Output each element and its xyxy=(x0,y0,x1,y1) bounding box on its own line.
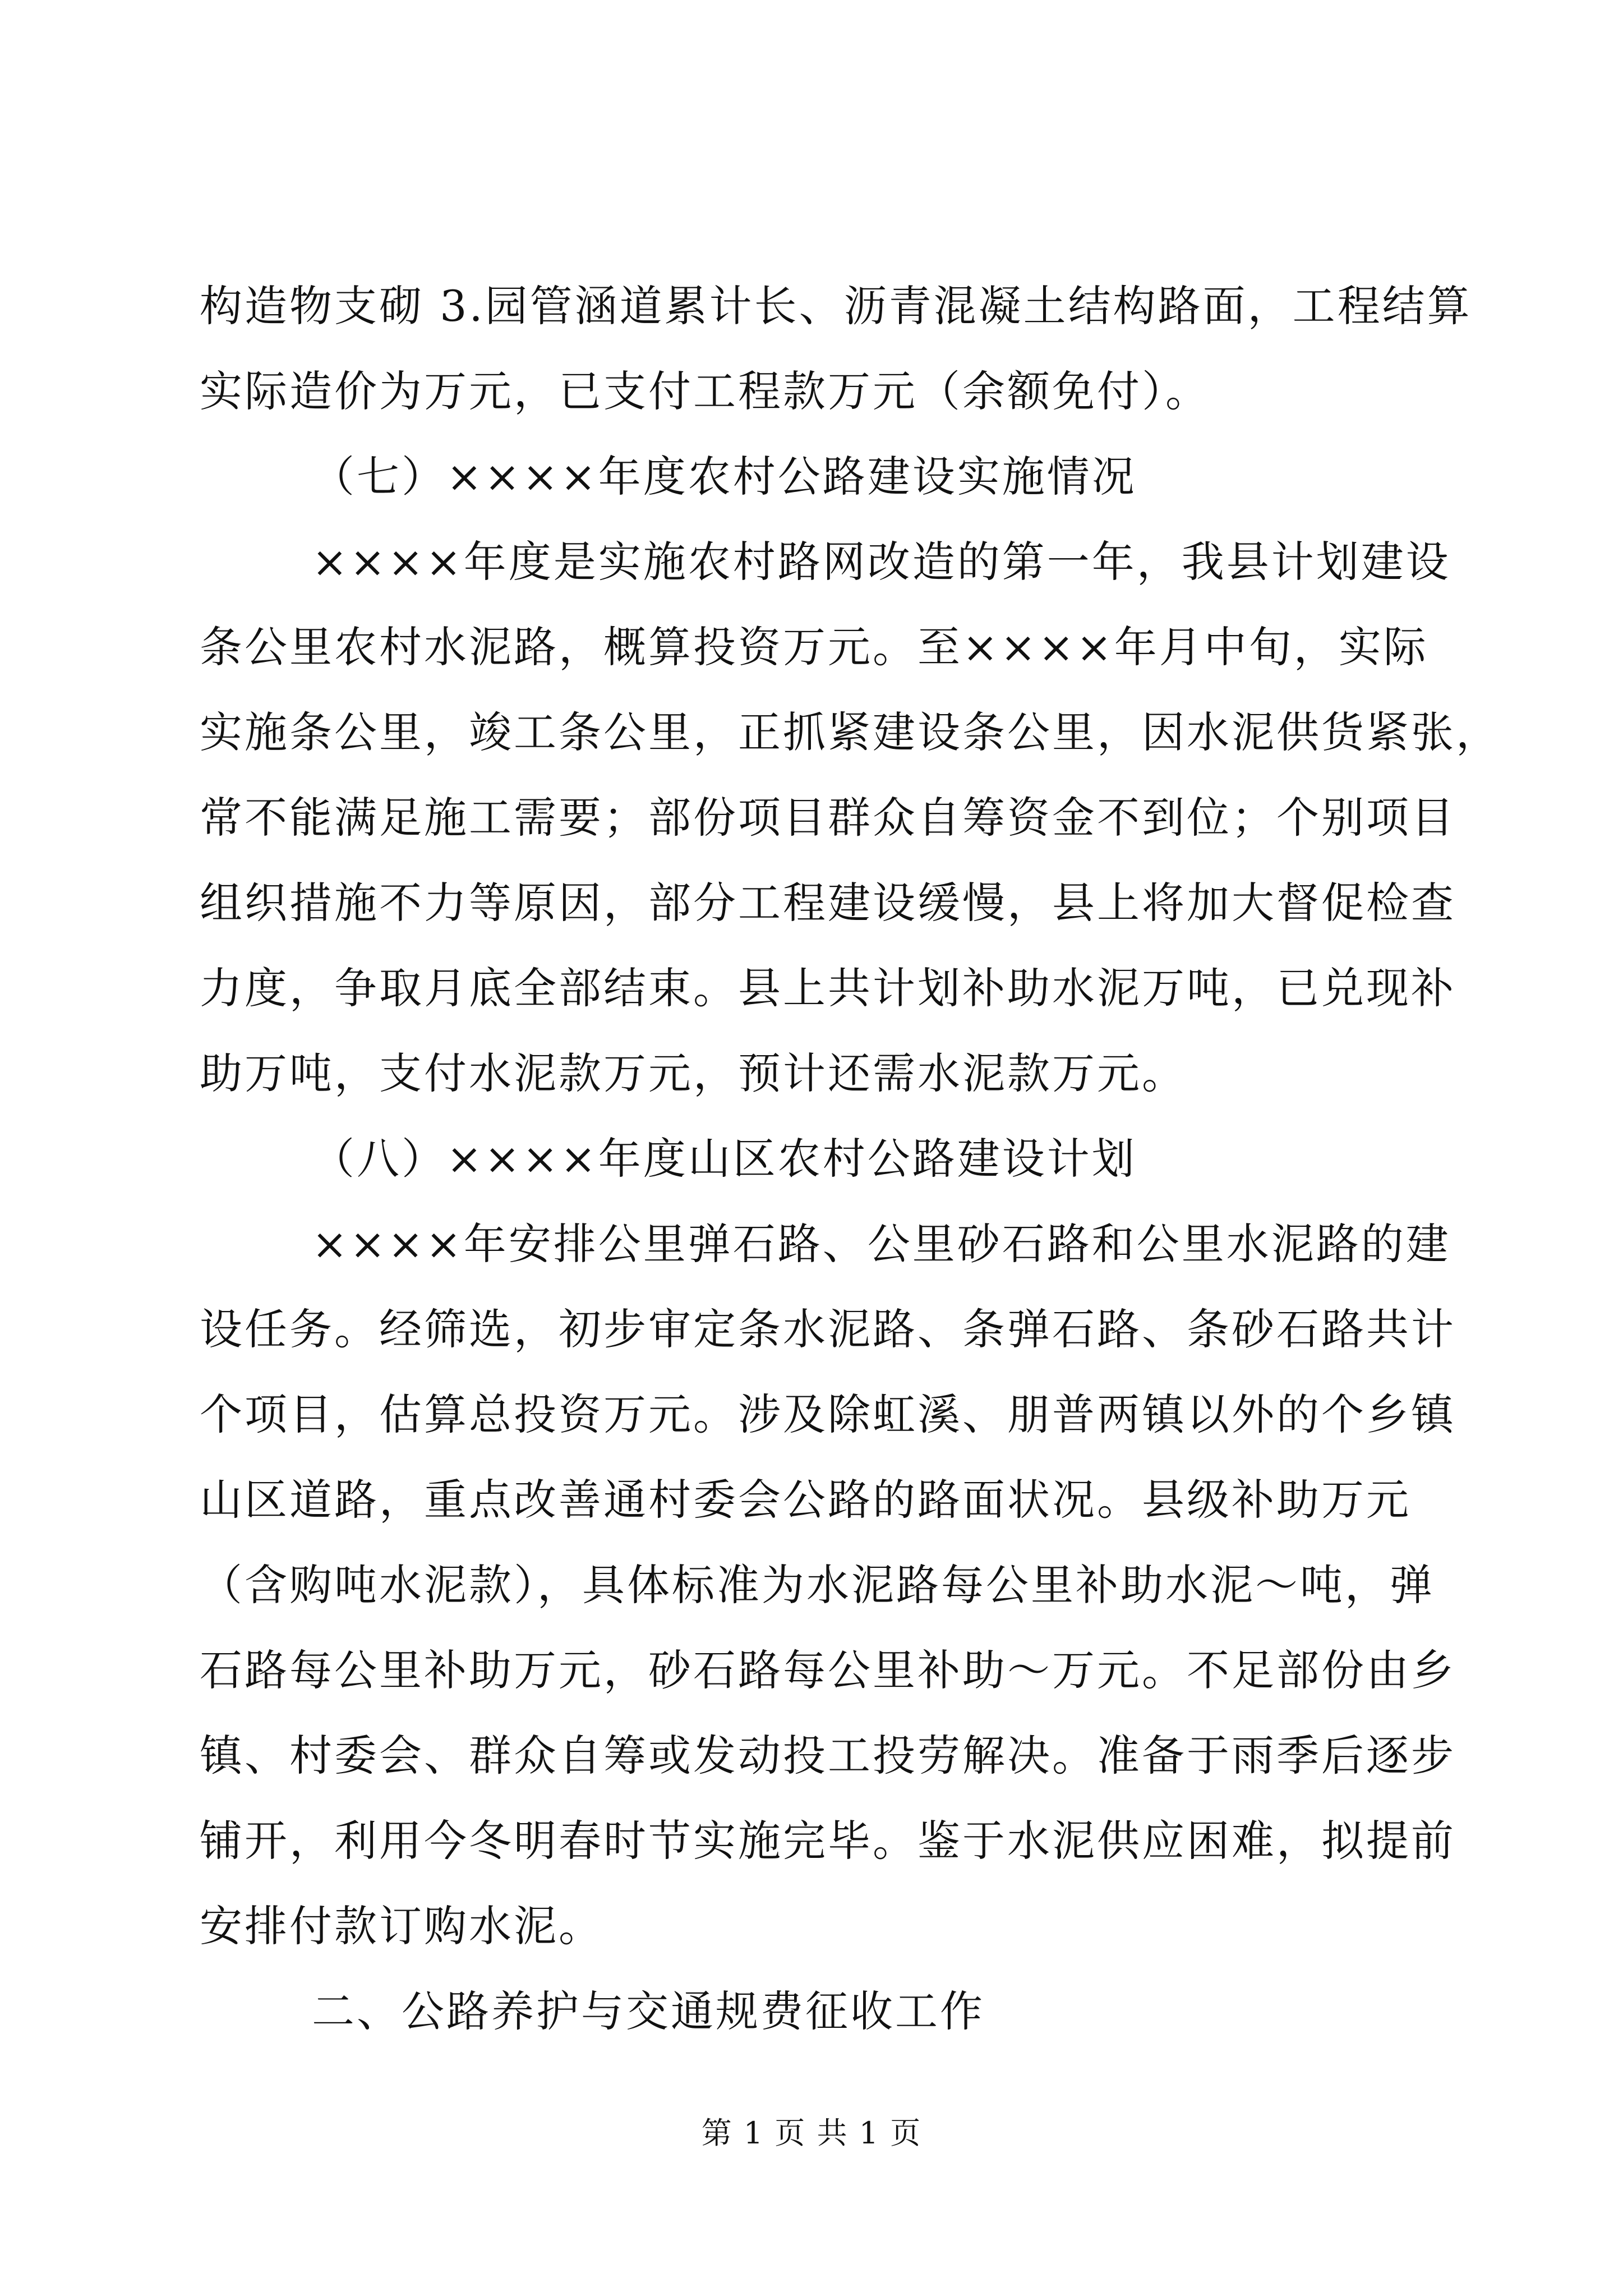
body-line: 石路每公里补助万元，砂石路每公里补助～万元。不足部份由乡 xyxy=(200,1645,1456,1695)
body-line: 助万吨，支付水泥款万元，预计还需水泥款万元。 xyxy=(200,1048,1187,1098)
body-line: 条公里农村水泥路，概算投资万元。至××××年月中旬，实际 xyxy=(200,622,1428,672)
body-line: 安排付款订购水泥。 xyxy=(200,1901,603,1951)
body-line: 个项目，估算总投资万元。涉及除虹溪、朋普两镇以外的个乡镇 xyxy=(200,1389,1456,1439)
document-body xyxy=(200,264,1501,2054)
section-heading-7: （七）××××年度农村公路建设实施情况 xyxy=(312,452,1137,501)
body-line: ××××年安排公里弹石路、公里砂石路和公里水泥路的建 xyxy=(312,1219,1451,1269)
body-line: 设任务。经筛选，初步审定条水泥路、条弹石路、条砂石路共计 xyxy=(200,1304,1456,1354)
section-heading-8: （八）××××年度山区农村公路建设计划 xyxy=(312,1134,1137,1184)
body-line: 组织措施不力等原因，部分工程建设缓慢，县上将加大督促检查 xyxy=(200,878,1456,928)
section-heading-2: 二、公路养护与交通规费征收工作 xyxy=(312,1986,985,2036)
page-footer: 第 1 页 共 1 页 xyxy=(701,2115,922,2151)
body-line: 常不能满足施工需要；部份项目群众自筹资金不到位；个别项目 xyxy=(200,793,1456,843)
body-line: 构造物支砌 3.园管涵道累计长、沥青混凝土结构路面，工程结算 xyxy=(200,281,1472,331)
body-line: 力度，争取月底全部结束。县上共计划补助水泥万吨，已兑现补 xyxy=(200,963,1456,1013)
body-line: 镇、村委会、群众自筹或发动投工投劳解决。准备于雨季后逐步 xyxy=(200,1731,1456,1780)
body-line: 实施条公里，竣工条公里，正抓紧建设条公里，因水泥供货紧张， xyxy=(200,707,1501,757)
body-line: 实际造价为万元，已支付工程款万元（余额免付）。 xyxy=(200,366,1210,416)
body-line: 铺开，利用今冬明春时节实施完毕。鉴于水泥供应困难，拟提前 xyxy=(200,1816,1456,1866)
body-line: ××××年度是实施农村路网改造的第一年，我县计划建设 xyxy=(312,537,1451,587)
body-line: （含购吨水泥款），具体标准为水泥路每公里补助水泥～吨，弹 xyxy=(200,1560,1435,1610)
body-line: 山区道路，重点改善通村委会公路的路面状况。县级补助万元 xyxy=(200,1475,1411,1525)
